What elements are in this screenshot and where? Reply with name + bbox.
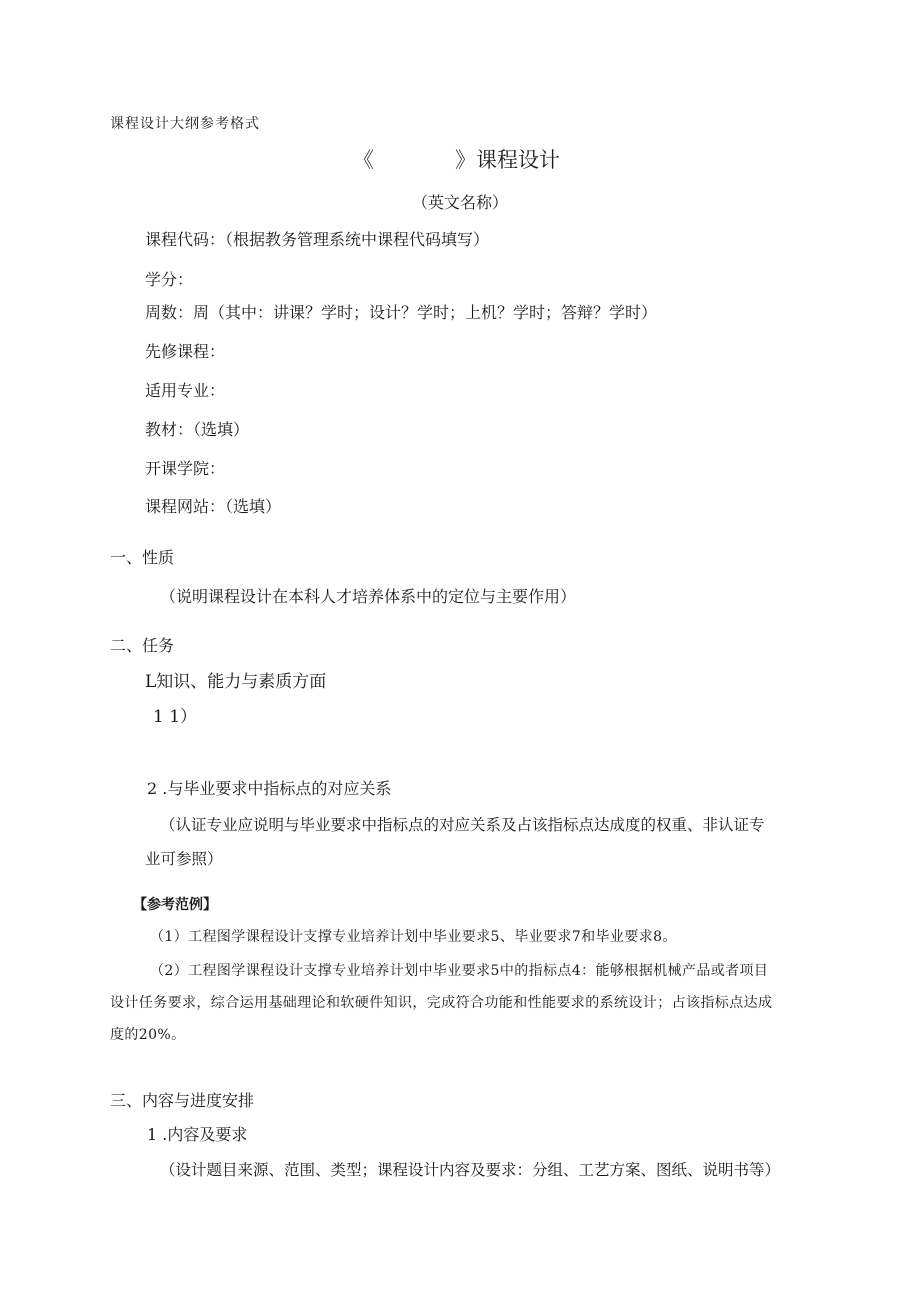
- title-text: 》课程设计: [455, 148, 560, 172]
- field-weeks: 周数：周（其中：讲课？学时；设计？学时；上机？学时；答辩？学时）: [145, 303, 658, 322]
- top-label: 课程设计大纲参考格式: [110, 116, 260, 132]
- field-college: 开课学院：: [145, 459, 226, 478]
- field-course-code: 课程代码：（根据教务管理系统中课程代码填写）: [145, 230, 490, 249]
- section1-desc: （说明课程设计在本科人才培养体系中的定位与主要作用）: [160, 587, 577, 606]
- example-1: （1）工程图学课程设计支撑专业培养计划中毕业要求5、毕业要求7和毕业要求8。: [150, 929, 677, 945]
- section2-item2-desc-line1: （认证专业应说明与毕业要求中指标点的对应关系及占该指标点达成度的权重、非认证专: [160, 816, 765, 834]
- field-textbook: 教材：（选填）: [145, 420, 250, 439]
- example-2-line3: 度的20%。: [110, 1027, 186, 1043]
- field-prerequisite: 先修课程：: [145, 342, 226, 361]
- section3-item1-desc: （设计题目来源、范围、类型；课程设计内容及要求：分组、工艺方案、图纸、说明书等）: [160, 1161, 781, 1179]
- title-open-bracket: 《: [353, 148, 374, 172]
- section3-item1: 1 .内容及要求: [147, 1125, 248, 1144]
- section2-item2-desc-line2: 业可参照）: [145, 850, 223, 868]
- section2-item1-sub: 1 1）: [153, 707, 198, 727]
- section2-item2: 2 .与毕业要求中指标点的对应关系: [147, 779, 392, 798]
- english-name: （英文名称）: [412, 193, 509, 212]
- example-2-line1: （2）工程图学课程设计支撑专业培养计划中毕业要求5中的指标点4：能够根据机械产品或者项目: [150, 963, 769, 979]
- example-2-line2: 设计任务要求，综合运用基础理论和软硬件知识，完成符合功能和性能要求的系统设计；占该指标点达成: [110, 995, 773, 1011]
- section2-item1: L知识、能力与素质方面: [145, 672, 327, 692]
- section3-heading: 三、内容与进度安排: [110, 1091, 255, 1110]
- example-label: 【参考范例】: [133, 897, 217, 913]
- field-website: 课程网站：（选填）: [145, 497, 282, 516]
- field-credits: 学分：: [145, 270, 194, 289]
- section1-heading: 一、性质: [110, 548, 175, 567]
- field-major: 适用专业：: [145, 381, 226, 400]
- section2-heading: 二、任务: [110, 636, 175, 655]
